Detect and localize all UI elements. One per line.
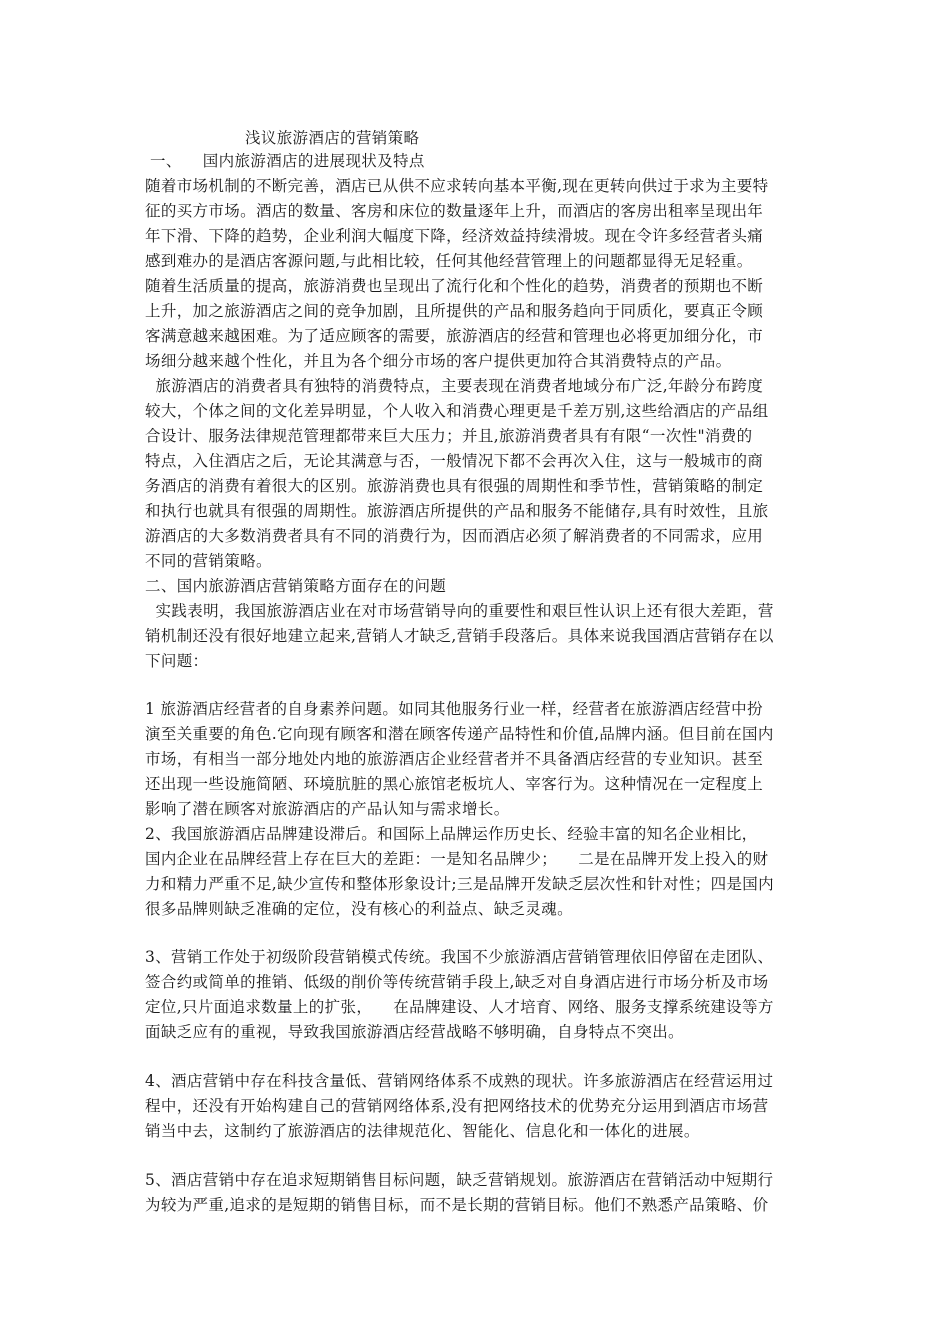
section-heading-1: 一、 国内旅游酒店的进展现状及特点 (150, 152, 425, 170)
paragraph-line: 游酒店的大多数消费者具有不同的消费行为，因而酒店必须了解消费者的不同需求，应用 (145, 527, 764, 545)
paragraph-line: 随着生活质量的提高，旅游消费也呈现出了流行化和个性化的趋势，消费者的预期也不断 (145, 277, 764, 295)
paragraph-line: 场细分越来越个性化，并且为各个细分市场的客户提供更加符合其消费特点的产品。 (145, 352, 732, 370)
paragraph-line: 2、我国旅游酒店品牌建设滞后。和国际上品牌运作历史长、经验丰富的知名企业相比， (145, 825, 758, 843)
paragraph-line: 5、酒店营销中存在追求短期销售目标问题，缺乏营销规划。旅游酒店在营销活动中短期行 (145, 1171, 774, 1189)
paragraph-line: 还出现一些设施简陋、环境肮脏的黑心旅馆老板坑人、宰客行为。这种情况在一定程度上 (145, 775, 764, 793)
paragraph-line: 1 旅游酒店经营者的自身素养问题。如同其他服务行业一样，经营者在旅游酒店经营中扮 (145, 700, 763, 718)
paragraph-line: 定位,只片面追求数量上的扩张， 在品牌建设、人才培育、网络、服务支撑系统建设等方 (145, 998, 774, 1016)
paragraph-line: 签合约或简单的推销、低级的削价等传统营销手段上,缺乏对自身酒店进行市场分析及市场 (145, 973, 769, 991)
paragraph-line: 影响了潜在顾客对旅游酒店的产品认知与需求增长。 (145, 800, 510, 818)
paragraph-line: 随着市场机制的不断完善，酒店已从供不应求转向基本平衡,现在更转向供过于求为主要特 (145, 177, 769, 195)
paragraph-line: 4、酒店营销中存在科技含量低、营销网络体系不成熟的现状。许多旅游酒店在经营运用过 (145, 1072, 774, 1090)
paragraph-line: 客满意越来越困难。为了适应顾客的需要，旅游酒店的经营和管理也必将更加细分化，市 (145, 327, 764, 345)
paragraph-line: 销机制还没有很好地建立起来,营销人才缺乏,营销手段落后。具体来说我国酒店营销存在以 (145, 627, 774, 645)
paragraph-line: 3、营销工作处于初级阶段营销模式传统。我国不少旅游酒店营销管理依旧停留在走团队、 (145, 948, 774, 966)
paragraph-line: 和执行也就具有很强的周期性。旅游酒店所提供的产品和服务不能储存,具有时效性，且旅 (145, 502, 769, 520)
section-heading-2: 二、国内旅游酒店营销策略方面存在的问题 (145, 577, 447, 595)
paragraph-line: 务酒店的消费有着很大的区别。旅游消费也具有很强的周期性和季节性，营销策略的制定 (145, 477, 764, 495)
document-title: 浅议旅游酒店的营销策略 (245, 129, 420, 147)
paragraph-line: 感到难办的是酒店客源问题,与此相比较，任何其他经营管理上的问题都显得无足轻重。 (145, 252, 753, 270)
paragraph-line: 国内企业在品牌经营上存在巨大的差距：一是知名品牌少； 二是在品牌开发上投入的财 (145, 850, 769, 868)
paragraph-line: 为较为严重,追求的是短期的销售目标，而不是长期的营销目标。他们不熟悉产品策略、价 (145, 1196, 769, 1214)
paragraph-line: 力和精力严重不足,缺少宣传和整体形象设计;三是品牌开发缺乏层次性和针对性；四是国内 (145, 875, 775, 893)
paragraph-line: 旅游酒店的消费者具有独特的消费特点，主要表现在消费者地域分布广泛,年龄分布跨度 (145, 377, 764, 395)
paragraph-line: 合设计、服务法律规范管理都带来巨大压力；并且,旅游消费者具有有限“一次性"消费的 (145, 427, 753, 445)
paragraph-line: 程中，还没有开始构建自己的营销网络体系,没有把网络技术的优势充分运用到酒店市场营 (145, 1097, 769, 1115)
paragraph-line: 实践表明，我国旅游酒店业在对市场营销导向的重要性和艰巨性认识上还有很大差距，营 (145, 602, 774, 620)
paragraph-line: 不同的营销策略。 (145, 552, 272, 570)
paragraph-line: 销当中去，这制约了旅游酒店的法律规范化、智能化、信息化和一体化的进展。 (145, 1122, 700, 1140)
paragraph-line: 下问题： (145, 652, 209, 670)
paragraph-line: 较大，个体之间的文化差异明显，个人收入和消费心理更是千差万别,这些给酒店的产品组 (145, 402, 769, 420)
paragraph-line: 很多品牌则缺乏准确的定位，没有核心的利益点、缺乏灵魂。 (145, 900, 573, 918)
paragraph-line: 年下滑、下降的趋势，企业利润大幅度下降，经济效益持续滑坡。现在令许多经营者头痛 (145, 227, 764, 245)
paragraph-line: 特点，入住酒店之后，无论其满意与否，一般情况下都不会再次入住，这与一般城市的商 (145, 452, 764, 470)
paragraph-line: 征的买方市场。酒店的数量、客房和床位的数量逐年上升，而酒店的客房出租率呈现出年 (145, 202, 764, 220)
paragraph-line: 面缺乏应有的重视，导致我国旅游酒店经营战略不够明确，自身特点不突出。 (145, 1023, 684, 1041)
paragraph-line: 上升，加之旅游酒店之间的竞争加剧，且所提供的产品和服务趋向于同质化，要真正令顾 (145, 302, 764, 320)
paragraph-line: 演至关重要的角色.它向现有顾客和潜在顾客传递产品特性和价值,品牌内涵。但目前在国内 (145, 725, 774, 743)
paragraph-line: 市场，有相当一部分地处内地的旅游酒店企业经营者并不具备酒店经营的专业知识。甚至 (145, 750, 764, 768)
